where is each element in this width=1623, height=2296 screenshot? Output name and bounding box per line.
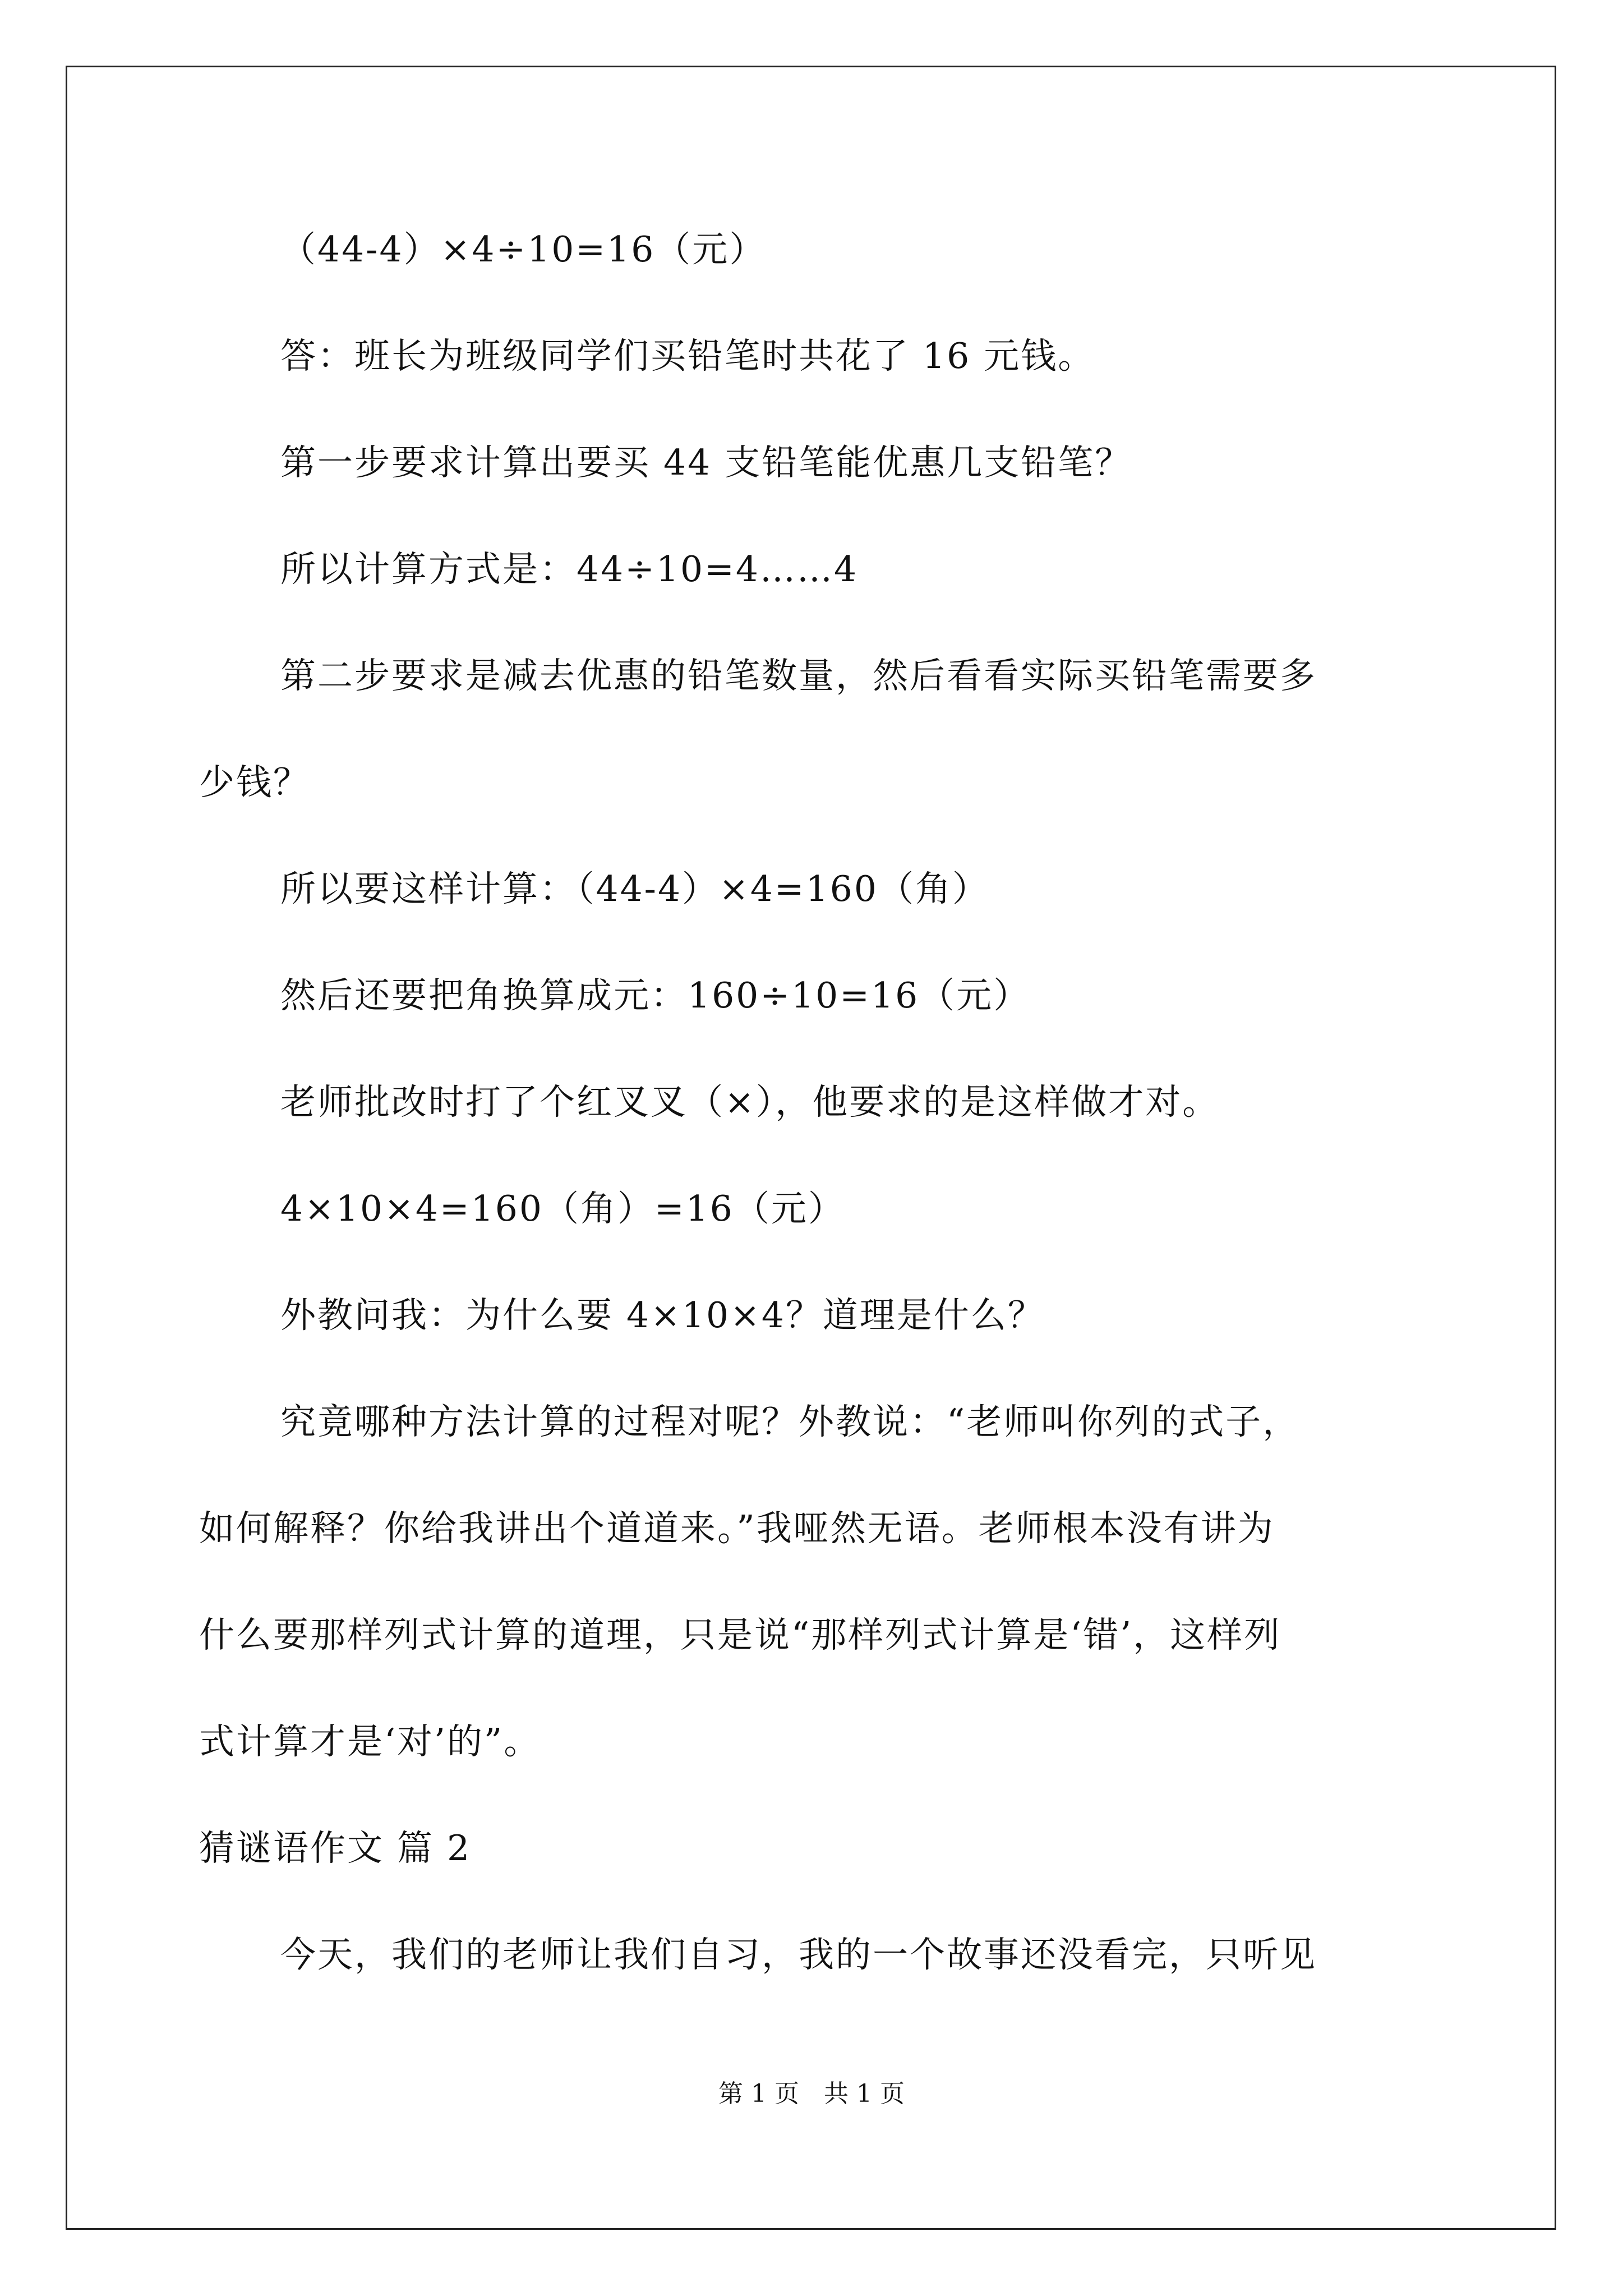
paragraph-line: 式计算才是‘对’的”。 bbox=[199, 1721, 541, 1762]
paragraph-line: 今天，我们的老师让我们自习，我的一个故事还没看完，只听见 bbox=[280, 1934, 1317, 1975]
paragraph-line: 所以计算方式是：44÷10=4……4 bbox=[280, 549, 859, 590]
paragraph-line: 外教问我：为什么要 4×10×4？道理是什么？ bbox=[280, 1295, 1045, 1336]
paragraph-line: 老师批改时打了个红叉叉（×），他要求的是这样做才对。 bbox=[280, 1082, 1220, 1122]
paragraph-line: 第一步要求计算出要买 44 支铅笔能优惠几支铅笔？ bbox=[280, 442, 1132, 483]
paragraph-line: 答：班长为班级同学们买铅笔时共花了 16 元钱。 bbox=[280, 335, 1095, 376]
paragraph-line: （44-4）×4÷10=16（元） bbox=[280, 229, 767, 270]
paragraph-line: 第二步要求是减去优惠的铅笔数量，然后看看实际买铅笔需要多 bbox=[280, 655, 1317, 696]
paragraph-line: 如何解释？你给我讲出个道道来。”我哑然无语。老师根本没有讲为 bbox=[199, 1508, 1275, 1549]
page-number-footer: 第 1 页 共 1 页 bbox=[718, 2079, 905, 2108]
paragraph-line: 所以要这样计算：（44-4）×4=160（角） bbox=[280, 868, 989, 909]
paragraph-line: 什么要那样列式计算的道理，只是说“那样列式计算是‘错’，这样列 bbox=[199, 1614, 1281, 1655]
page-border bbox=[66, 66, 1556, 2230]
paragraph-line: 4×10×4=160（角）=16（元） bbox=[280, 1188, 845, 1229]
paragraph-line: 究竟哪种方法计算的过程对呢？外教说：“老师叫你列的式子， bbox=[280, 1401, 1300, 1442]
paragraph-line: 然后还要把角换算成元：160÷10=16（元） bbox=[280, 975, 1031, 1016]
paragraph-line: 少钱？ bbox=[199, 762, 310, 803]
section-heading: 猜谜语作文 篇 2 bbox=[199, 1828, 472, 1869]
